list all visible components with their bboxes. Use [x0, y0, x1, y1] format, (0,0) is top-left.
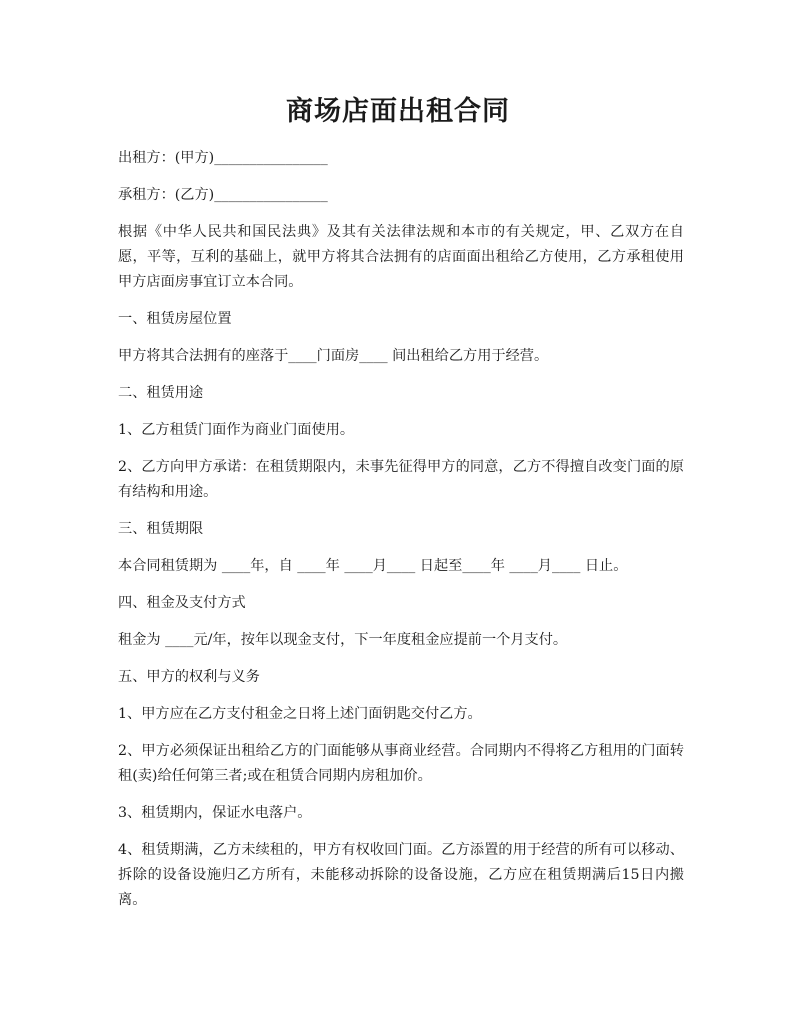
section-heading-lessor-rights: 五、甲方的权利与义务 [118, 669, 260, 685]
lessee-line: 承租方：(乙方)________________ [118, 187, 328, 203]
lessor-clause-4: 4、租赁期满，乙方未续租的，甲方有权收回门面。乙方添置的用于经营的所有可以移动、拆除的设备设施归乙方所有，未能移动拆除的设备设施，乙方应在租赁期满后15日内搬离。 [118, 842, 684, 908]
section-heading-location: 一、租赁房屋位置 [118, 311, 232, 327]
purpose-clause-1: 1、乙方租赁门面作为商业门面使用。 [118, 422, 355, 438]
location-clause: 甲方将其合法拥有的座落于____门面房____ 间出租给乙方用于经营。 [118, 348, 549, 364]
document-title: 商场店面出租合同 [286, 96, 510, 127]
section-heading-rent: 四、租金及支付方式 [118, 595, 246, 611]
purpose-clause-2: 2、乙方向甲方承诺：在租赁期限内，未事先征得甲方的同意，乙方不得擅自改变门面的原有结构和用途。 [118, 459, 684, 500]
section-heading-purpose: 二、租赁用途 [118, 385, 204, 401]
section-heading-term: 三、租赁期限 [118, 521, 204, 537]
lessor-clause-1: 1、甲方应在乙方支付租金之日将上述门面钥匙交付乙方。 [118, 706, 482, 722]
lessor-clause-2: 2、甲方必须保证出租给乙方的门面能够从事商业经营。合同期内不得将乙方租用的门面转租(卖)给任何第三者;或在租赁合同期内房租加价。 [118, 743, 684, 784]
preamble-paragraph: 根据《中华人民共和国民法典》及其有关法律法规和本市的有关规定，甲、乙双方在自愿，平等，互利的基础上，就甲方将其合法拥有的店面面出租给乙方使用，乙方承租使用甲方店面房事宜订立本合同。 [118, 224, 684, 290]
document-body [118, 146, 684, 925]
term-clause: 本合同租赁期为 ____年，自 ____年 ____月____ 日起至____年 ____月____ 日止。 [118, 558, 628, 574]
rent-clause: 租金为 ____元/年，按年以现金支付，下一年度租金应提前一个月支付。 [118, 632, 568, 648]
lessor-clause-3: 3、租赁期内，保证水电落户。 [118, 805, 312, 821]
lessor-line: 出租方：(甲方)________________ [118, 150, 328, 166]
